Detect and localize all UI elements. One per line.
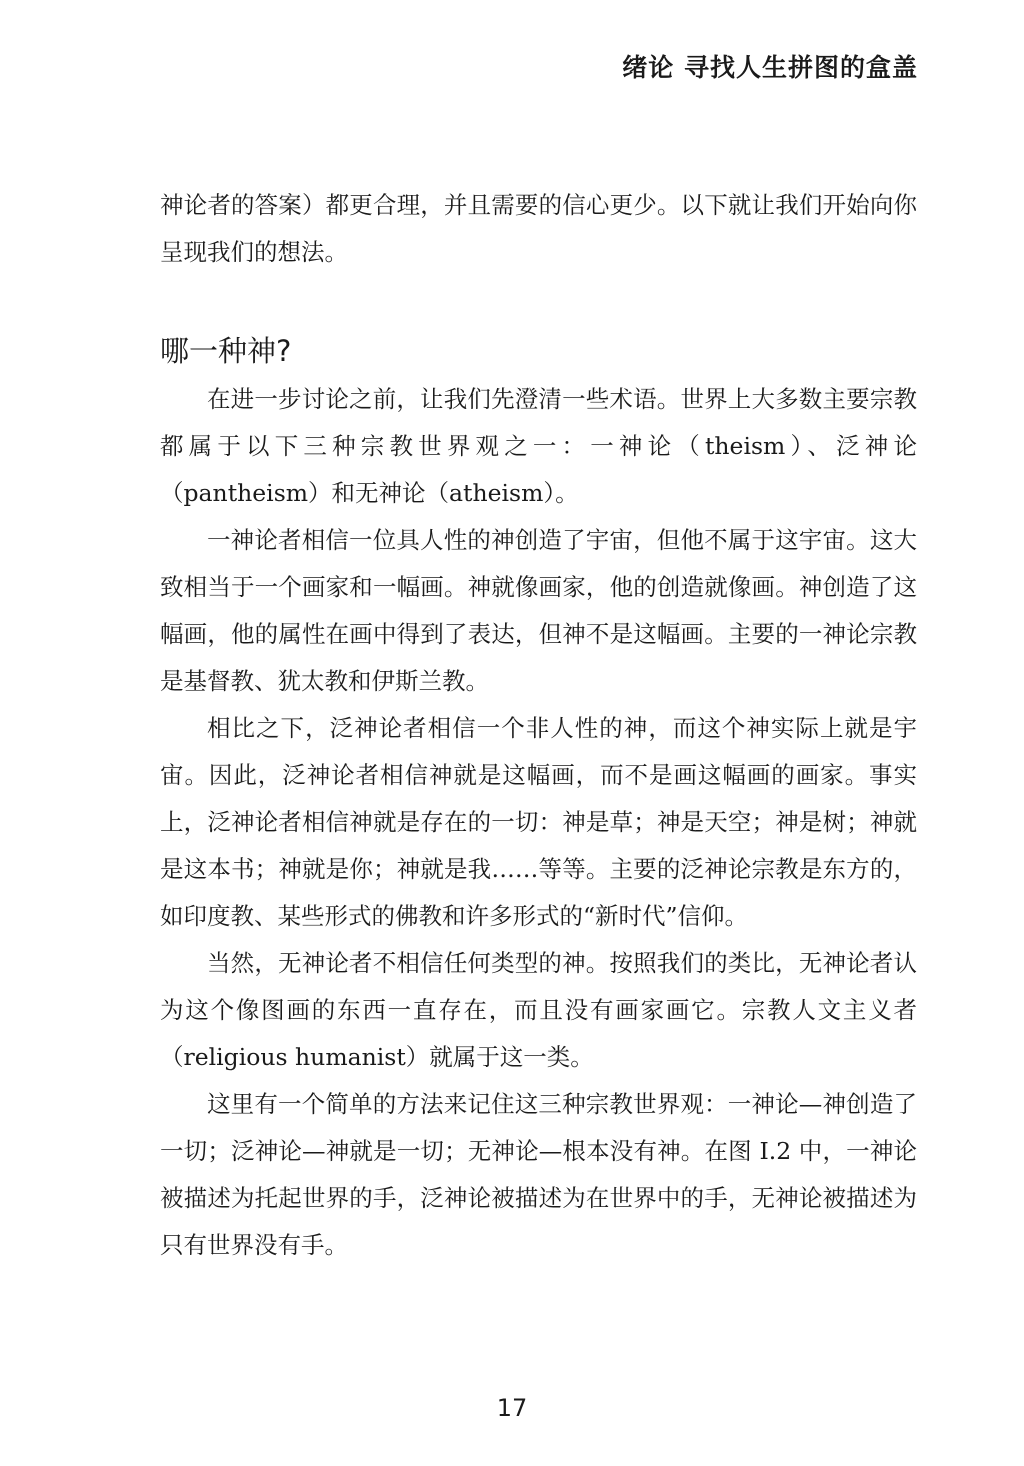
page-number: 17	[496, 1394, 528, 1422]
paragraph-terminology: 在进一步讨论之前，让我们先澄清一些术语。世界上大多数主要宗教都属于以下三种宗教世界观之一：一神论（theism）、泛神论（pantheism）和无神论（atheism）。	[160, 385, 917, 507]
continuation-paragraph: 神论者的答案）都更合理，并且需要的信心更少。以下就让我们开始向你呈现我们的想法。	[160, 191, 917, 266]
paragraph-pantheism: 相比之下，泛神论者相信一个非人性的神，而这个神实际上就是宇宙。因此，泛神论者相信神就是这幅画，而不是画这幅画的画家。事实上，泛神论者相信神就是存在的一切：神是草；神是天空；神是树；神就是这本书；神就是你；神就是我……等等。主要的泛神论宗教是东方的，如印度教、某些形式的佛教和许多形式的“新时代”信仰。	[160, 714, 917, 930]
section-heading: 哪一种神?	[160, 334, 292, 368]
paragraph-atheism: 当然，无神论者不相信任何类型的神。按照我们的类比，无神论者认为这个像图画的东西一直存在，而且没有画家画它。宗教人文主义者（religious humanist）就属于这一类。	[160, 949, 917, 1071]
paragraph-summary: 这里有一个简单的方法来记住这三种宗教世界观：一神论—神创造了一切；泛神论—神就是一切；无神论—根本没有神。在图 I.2 中，一神论被描述为托起世界的手，泛神论被描述为在世界中的手，无神论被描述为只有世界没有手。	[160, 1090, 917, 1259]
paragraph-theism: 一神论者相信一位具人性的神创造了宇宙，但他不属于这宇宙。这大致相当于一个画家和一幅画。神就像画家，他的创造就像画。神创造了这幅画，他的属性在画中得到了表达，但神不是这幅画。主要的一神论宗教是基督教、犹太教和伊斯兰教。	[160, 526, 917, 695]
running-header-title: 绪论 寻找人生拼图的盒盖	[622, 53, 918, 82]
page-body	[160, 182, 917, 1269]
